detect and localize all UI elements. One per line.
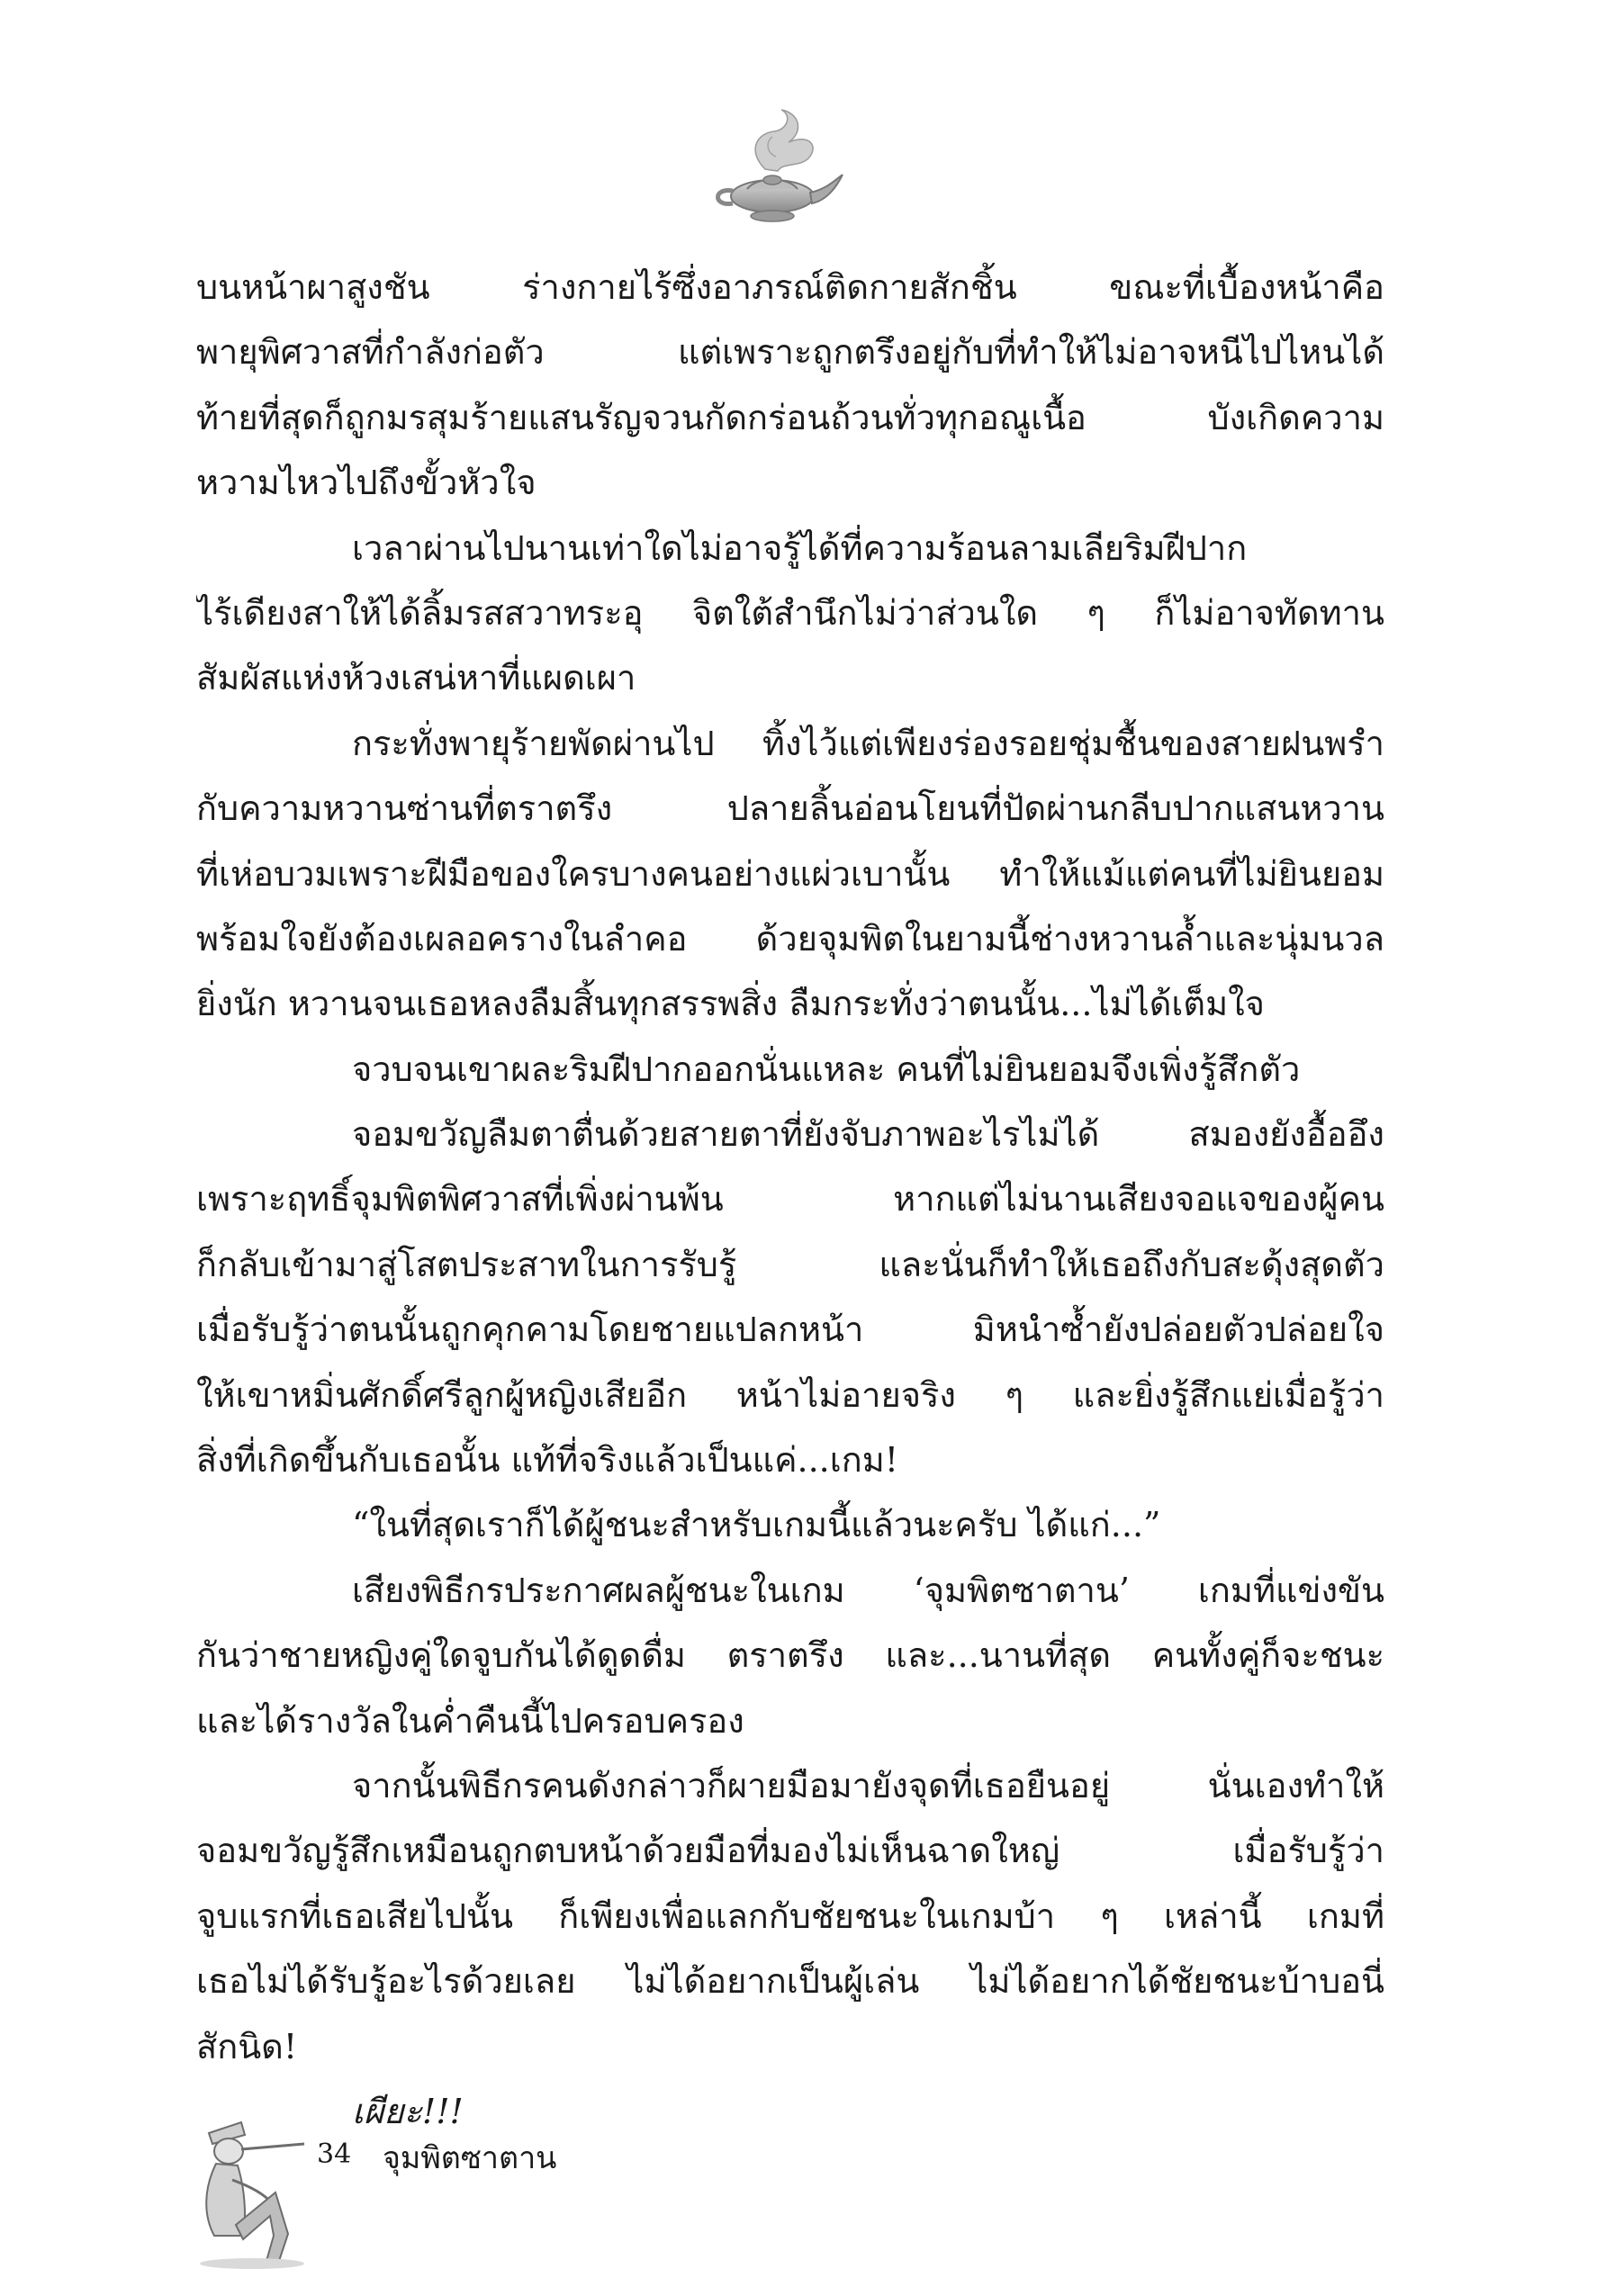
text-line: สักนิด! [196, 2026, 298, 2066]
running-footer-book-title: จุมพิตซาตาน [383, 2140, 557, 2176]
paragraph [196, 711, 1384, 1037]
text-line: เธอไม่ได้รับรู้อะไรด้วยเลย ไม่ได้อยากเป็นผู้เล่น ไม่ได้อยากได้ชัยชนะบ้าบอนี่ [196, 1961, 1384, 2002]
text-line: จอมขวัญลืมตาตื่นด้วยสายตาที่ยังจับภาพอะไรไม่ได้ สมองยังอื้ออึง [352, 1114, 1384, 1155]
page-number: 34 [317, 2138, 352, 2170]
text-line: พายุพิศวาสที่กำลังก่อตัว แต่เพราะถูกตรึงอยู่กับที่ทำให้ไม่อาจหนีไปไหนได้ [196, 332, 1384, 373]
text-line: สัมผัสแห่งห้วงเสน่หาที่แผดเผา [196, 658, 636, 698]
paragraph [196, 1037, 1384, 1102]
paragraph [196, 255, 1384, 516]
text-line: ท้ายที่สุดก็ถูกมรสุมร้ายแสนรัญจวนกัดกร่อนถ้วนทั่วทุกอณูเนื้อ บังเกิดความ [196, 397, 1384, 437]
text-line: กระทั่งพายุร้ายพัดผ่านไป ทิ้งไว้แต่เพียงร่องรอยชุ่มชื้นของสายฝนพรำ [352, 723, 1384, 763]
paragraph [196, 516, 1384, 711]
paragraph [196, 1102, 1384, 1492]
text-line: ยิ่งนัก หวานจนเธอหลงลืมสิ้นทุกสรรพสิ่ง ลืมกระทั่งว่าตนนั้น...ไม่ได้เต็มใจ [196, 984, 1265, 1024]
text-line: เพราะฤทธิ์จุมพิตพิศวาสที่เพิ่งผ่านพ้น หากแต่ไม่นานเสียงจอแจของผู้คน [196, 1179, 1384, 1220]
body-text [196, 255, 1384, 2144]
text-line: และได้รางวัลในค่ำคืนนี้ไปครอบครอง [196, 1700, 744, 1741]
text-line: ไร้เดียงสาให้ได้ลิ้มรสสวาทระอุ จิตใต้สำนึกไม่ว่าส่วนใด ๆ ก็ไม่อาจทัดทาน [196, 592, 1384, 633]
text-line: “ในที่สุดเราก็ได้ผู้ชนะสำหรับเกมนี้แล้วนะครับ ได้แก่...” [352, 1505, 1161, 1545]
text-line: จอมขวัญรู้สึกเหมือนถูกตบหน้าด้วยมือที่มองไม่เห็นฉาดใหญ่ เมื่อรับรู้ว่า [196, 1831, 1384, 1871]
text-line: เสียงพิธีกรประกาศผลผู้ชนะในเกม ‘จุมพิตซาตาน’ เกมที่แข่งขัน [352, 1570, 1384, 1610]
text-line: สิ่งที่เกิดขึ้นกับเธอนั้น แท้ที่จริงแล้วเป็นแค่...เกม! [196, 1440, 899, 1481]
text-line: หวามไหวไปถึงขั้วหัวใจ [196, 463, 537, 503]
text-line: กันว่าชายหญิงคู่ใดจูบกันได้ดูดดื่ม ตราตรึง และ...นานที่สุด คนทั้งคู่ก็จะชนะ [196, 1635, 1384, 1676]
paragraph [196, 1492, 1384, 1557]
text-line: พร้อมใจยังต้องเผลอครางในลำคอ ด้วยจุมพิตในยามนี้ช่างหวานล้ำและนุ่มนวล [196, 918, 1384, 959]
text-line: ที่เห่อบวมเพราะฝีมือของใครบางคนอย่างแผ่วเบานั้น ทำให้แม้แต่คนที่ไม่ยินยอม [196, 853, 1384, 894]
text-line: จากนั้นพิธีกรคนดังกล่าวก็ผายมือมายังจุดที่เธอยืนอยู่ นั่นเองทำให้ [352, 1765, 1384, 1805]
text-line: บนหน้าผาสูงชัน ร่างกายไร้ซึ่งอาภรณ์ติดกายสักชิ้น ขณะที่เบื้องหน้าคือ [196, 267, 1384, 307]
text-line: กับความหวานซ่านที่ตราตรึง ปลายลิ้นอ่อนโยนที่ปัดผ่านกลีบปากแสนหวาน [196, 788, 1384, 829]
paragraph [196, 2079, 1384, 2144]
sitting-figure-illustration-icon [189, 2117, 311, 2270]
text-line: จวบจนเขาผละริมฝีปากออกนั่นแหละ คนที่ไม่ยินยอมจึงเพิ่งรู้สึกตัว [352, 1049, 1301, 1089]
text-line: ให้เขาหมิ่นศักดิ์ศรีลูกผู้หญิงเสียอีก หน้าไม่อายจริง ๆ และยิ่งรู้สึกแย่เมื่อรู้ว่า [196, 1374, 1384, 1415]
genie-lamp-ornament-icon [702, 106, 846, 232]
text-line: เมื่อรับรู้ว่าตนนั้นถูกคุกคามโดยชายแปลกหน้า มิหนำซ้ำยังปล่อยตัวปล่อยใจ [196, 1310, 1384, 1350]
text-line: เวลาผ่านไปนานเท่าใดไม่อาจรู้ได้ที่ความร้อนลามเลียริมฝีปาก [352, 527, 1248, 568]
text-line: จูบแรกที่เธอเสียไปนั้น ก็เพียงเพื่อแลกกับชัยชนะในเกมบ้า ๆ เหล่านี้ เกมที่ [196, 1895, 1384, 1936]
text-line: ก็กลับเข้ามาสู่โสตประสาทในการรับรู้ และนั่นก็ทำให้เธอถึงกับสะดุ้งสุดตัว [196, 1244, 1384, 1284]
text-line: เผียะ!!! [352, 2091, 464, 2131]
paragraph [196, 1558, 1384, 1753]
paragraph [196, 1753, 1384, 2079]
